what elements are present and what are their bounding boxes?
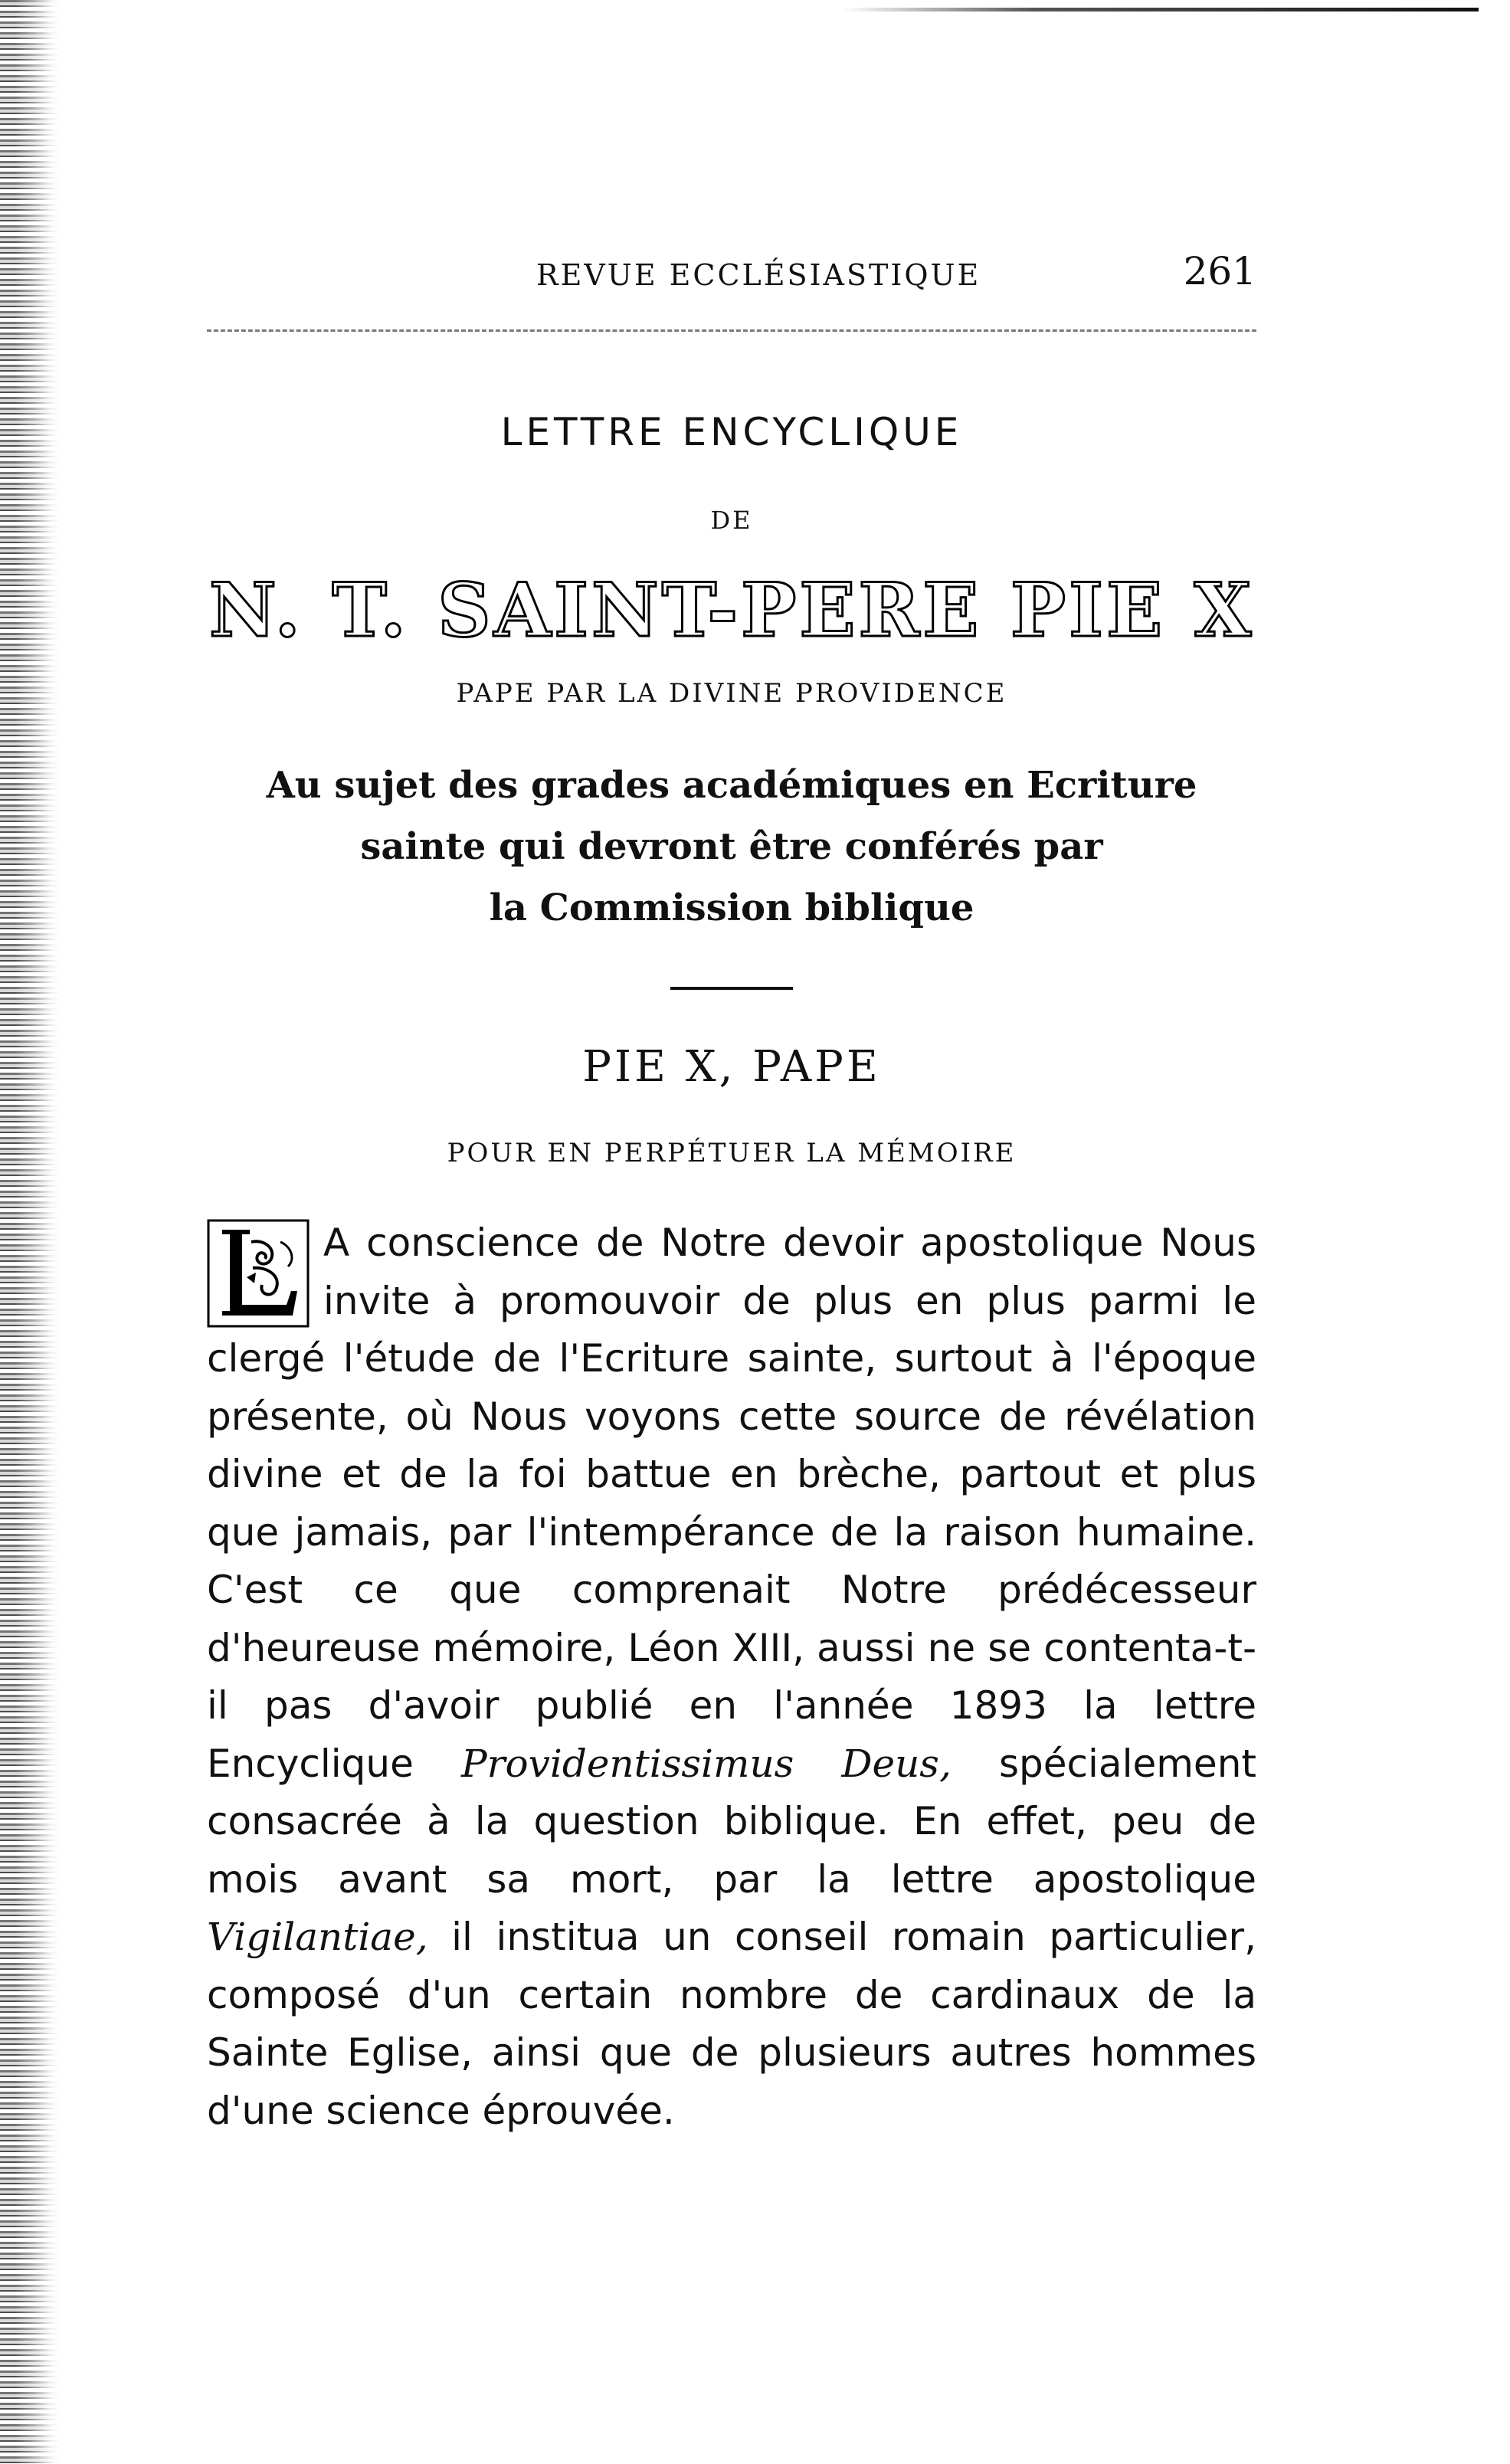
italic-title-providentissimus: Providentissimus Deus, — [460, 1741, 952, 1786]
address-title: PIE X, PAPE — [582, 1042, 881, 1092]
heading-de: DE — [710, 506, 753, 535]
heading-pope-name: N. T. SAINT-PERE PIE X — [208, 567, 1255, 654]
top-edge-rule — [843, 8, 1479, 11]
italic-title-vigilantiae: Vigilantiae, — [207, 1915, 428, 1959]
body-text-part-2: spécialement consacrée à la question biblique. En effet, peu de mois avant sa mort, par la lettre apostolique — [207, 1741, 1256, 1902]
heading-lettre-encyclique: LETTRE ENCYCLIQUE — [500, 410, 963, 454]
body-paragraph — [207, 1214, 1256, 2140]
body-text-part-3: il institua un conseil romain particulier, composé d'un certain nombre de cardinaux de la Sainte Eglise, ainsi que de plusieurs autres hommes d'une science éprouvée. — [207, 1915, 1256, 2133]
ornamental-dropcap — [207, 1219, 310, 1328]
subject-line-2: sainte qui devront être conférés par — [360, 825, 1103, 868]
running-header — [207, 249, 1256, 303]
page-binding-edge — [0, 0, 60, 2464]
page-number: 261 — [1183, 249, 1256, 293]
body-text-part-1: A conscience de Notre devoir apostolique Nous invite à promouvoir de plus en plus parmi le clergé l'étude de l'Ecriture sainte, surtout à l'époque présente, où Nous voyons cette source de révélation divine et de la foi battue en brèche, partout et plus que jamais, par l'intempérance de la raison humaine. C'est ce que comprenait Notre prédécesseur d'heureuse mémoire, Léon XIII, aussi ne se contenta-t-il pas d'avoir publié en l'année 1893 la lettre Encyclique — [207, 1221, 1256, 1786]
subject-line-1: Au sujet des grades académiques en Ecriture — [266, 764, 1197, 807]
header-divider — [207, 329, 1256, 332]
running-title: REVUE ECCLÉSIASTIQUE — [536, 258, 981, 292]
subject-line-3: la Commission biblique — [489, 886, 974, 929]
address-subtitle: POUR EN PERPÉTUER LA MÉMOIRE — [447, 1138, 1017, 1168]
heading-pape-par: PAPE PAR LA DIVINE PROVIDENCE — [456, 678, 1007, 709]
subject-block — [207, 755, 1256, 939]
section-divider — [670, 987, 793, 990]
